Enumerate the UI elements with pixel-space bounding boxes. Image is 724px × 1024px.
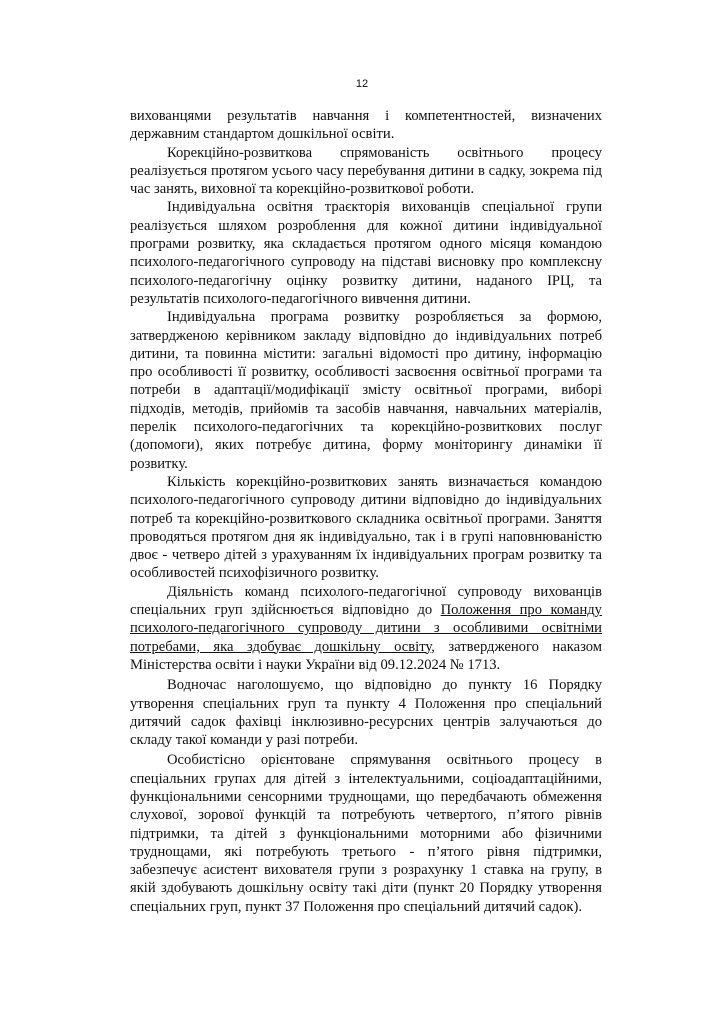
paragraph-8: Особистісно орієнтоване спрямування освітнього процесу в спеціальних групах для дітей з інтелектуальними, соціоадаптаційними, функціональними сенсорними труднощами, що передбачають обмеження слухової, зорової функцій та потребують четвертого, п’ятого рівнів підтримки, та дітей з функціональними моторними або фізичними труднощами, які потребують третього - п’ятого рівня підтримки, забезпечує асистент вихователя групи з розрахунку 1 ставка на групу, в якій здобувають дошкільну освіту такі діти (пункт 20 Порядку утворення спеціальних груп, пункт 37 Положення про спеціальний дитячий садок). <box>130 752 602 915</box>
paragraph-7: Водночас наголошуємо, що відповідно до пункту 16 Порядку утворення спеціальних груп та пункту 4 Положення про спеціальний дитячий садок фахівці інклюзивно-ресурсних центрів залучаються до складу такої команди у разі потреби. <box>130 677 602 749</box>
paragraph-5: Кількість корекційно-розвиткових занять визначається командою психолого-педагогічного супроводу дитини відповідно до індивідуальних потреб та корекційно-розвиткового складника освітньої програми. Заняття проводяться протягом дня як індивідуально, так і в групі наповнюваністю двоє - четверо дітей з урахуванням їх індивідуальних програм розвитку та особливостей психофізичного розвитку. <box>130 473 602 582</box>
paragraph-6 <box>130 583 602 674</box>
paragraph-6-text-after: , затвердженого наказом Міністерства освіти і науки України від 09.12.2024 № 1713. <box>130 638 602 673</box>
paragraph-3: Індивідуальна освітня траєкторія вихованців спеціальної групи реалізується шляхом розроблення для кожної дитини індивідуальної програми розвитку, яка складається протягом одного місяця командою психолого-педагогічного супроводу на підставі висновку про комплексну психолого-педагогічну оцінку розвитку дитини, наданого ІРЦ, та результатів психолого-педагогічного вивчення дитини. <box>130 199 602 307</box>
paragraph-4: Індивідуальна програма розвитку розробляється за формою, затвердженою керівником закладу відповідно до індивідуальних потреб дитини, та повинна містити: загальні відомості про дитину, інформацію про особливості її розвитку, особливості засвоєння освітньої програми та потреби в адаптації/модифікації змісту освітньої програми, виборі підходів, методів, прийомів та засобів навчання, навчальних матеріалів, перелік психолого-педагогічних та корекційно-розвиткових послуг (допомоги), яких потребує дитина, форму моніторингу динаміки її розвитку. <box>130 309 602 472</box>
document-body <box>130 107 602 916</box>
paragraph-2: Корекційно-розвиткова спрямованість освітнього процесу реалізується протягом усього часу перебування дитини в садку, зокрема під час занять, виховної та корекційно-розвиткової роботи. <box>130 144 602 198</box>
paragraph-6-text-before: Діяльність команд психолого-педагогічної супроводу вихованців спеціальних груп здійснюється відповідно до <box>130 583 602 619</box>
regulation-link[interactable]: Положення про команду психолого-педагогічного супроводу дитини з особливими освітніми потребами, яка здобуває дошкільну освіту <box>130 602 602 655</box>
page-number: 12 <box>355 78 369 90</box>
paragraph-1: вихованцями результатів навчання і компетентностей, визначених державним стандартом дошкільної освіти. <box>130 108 602 143</box>
